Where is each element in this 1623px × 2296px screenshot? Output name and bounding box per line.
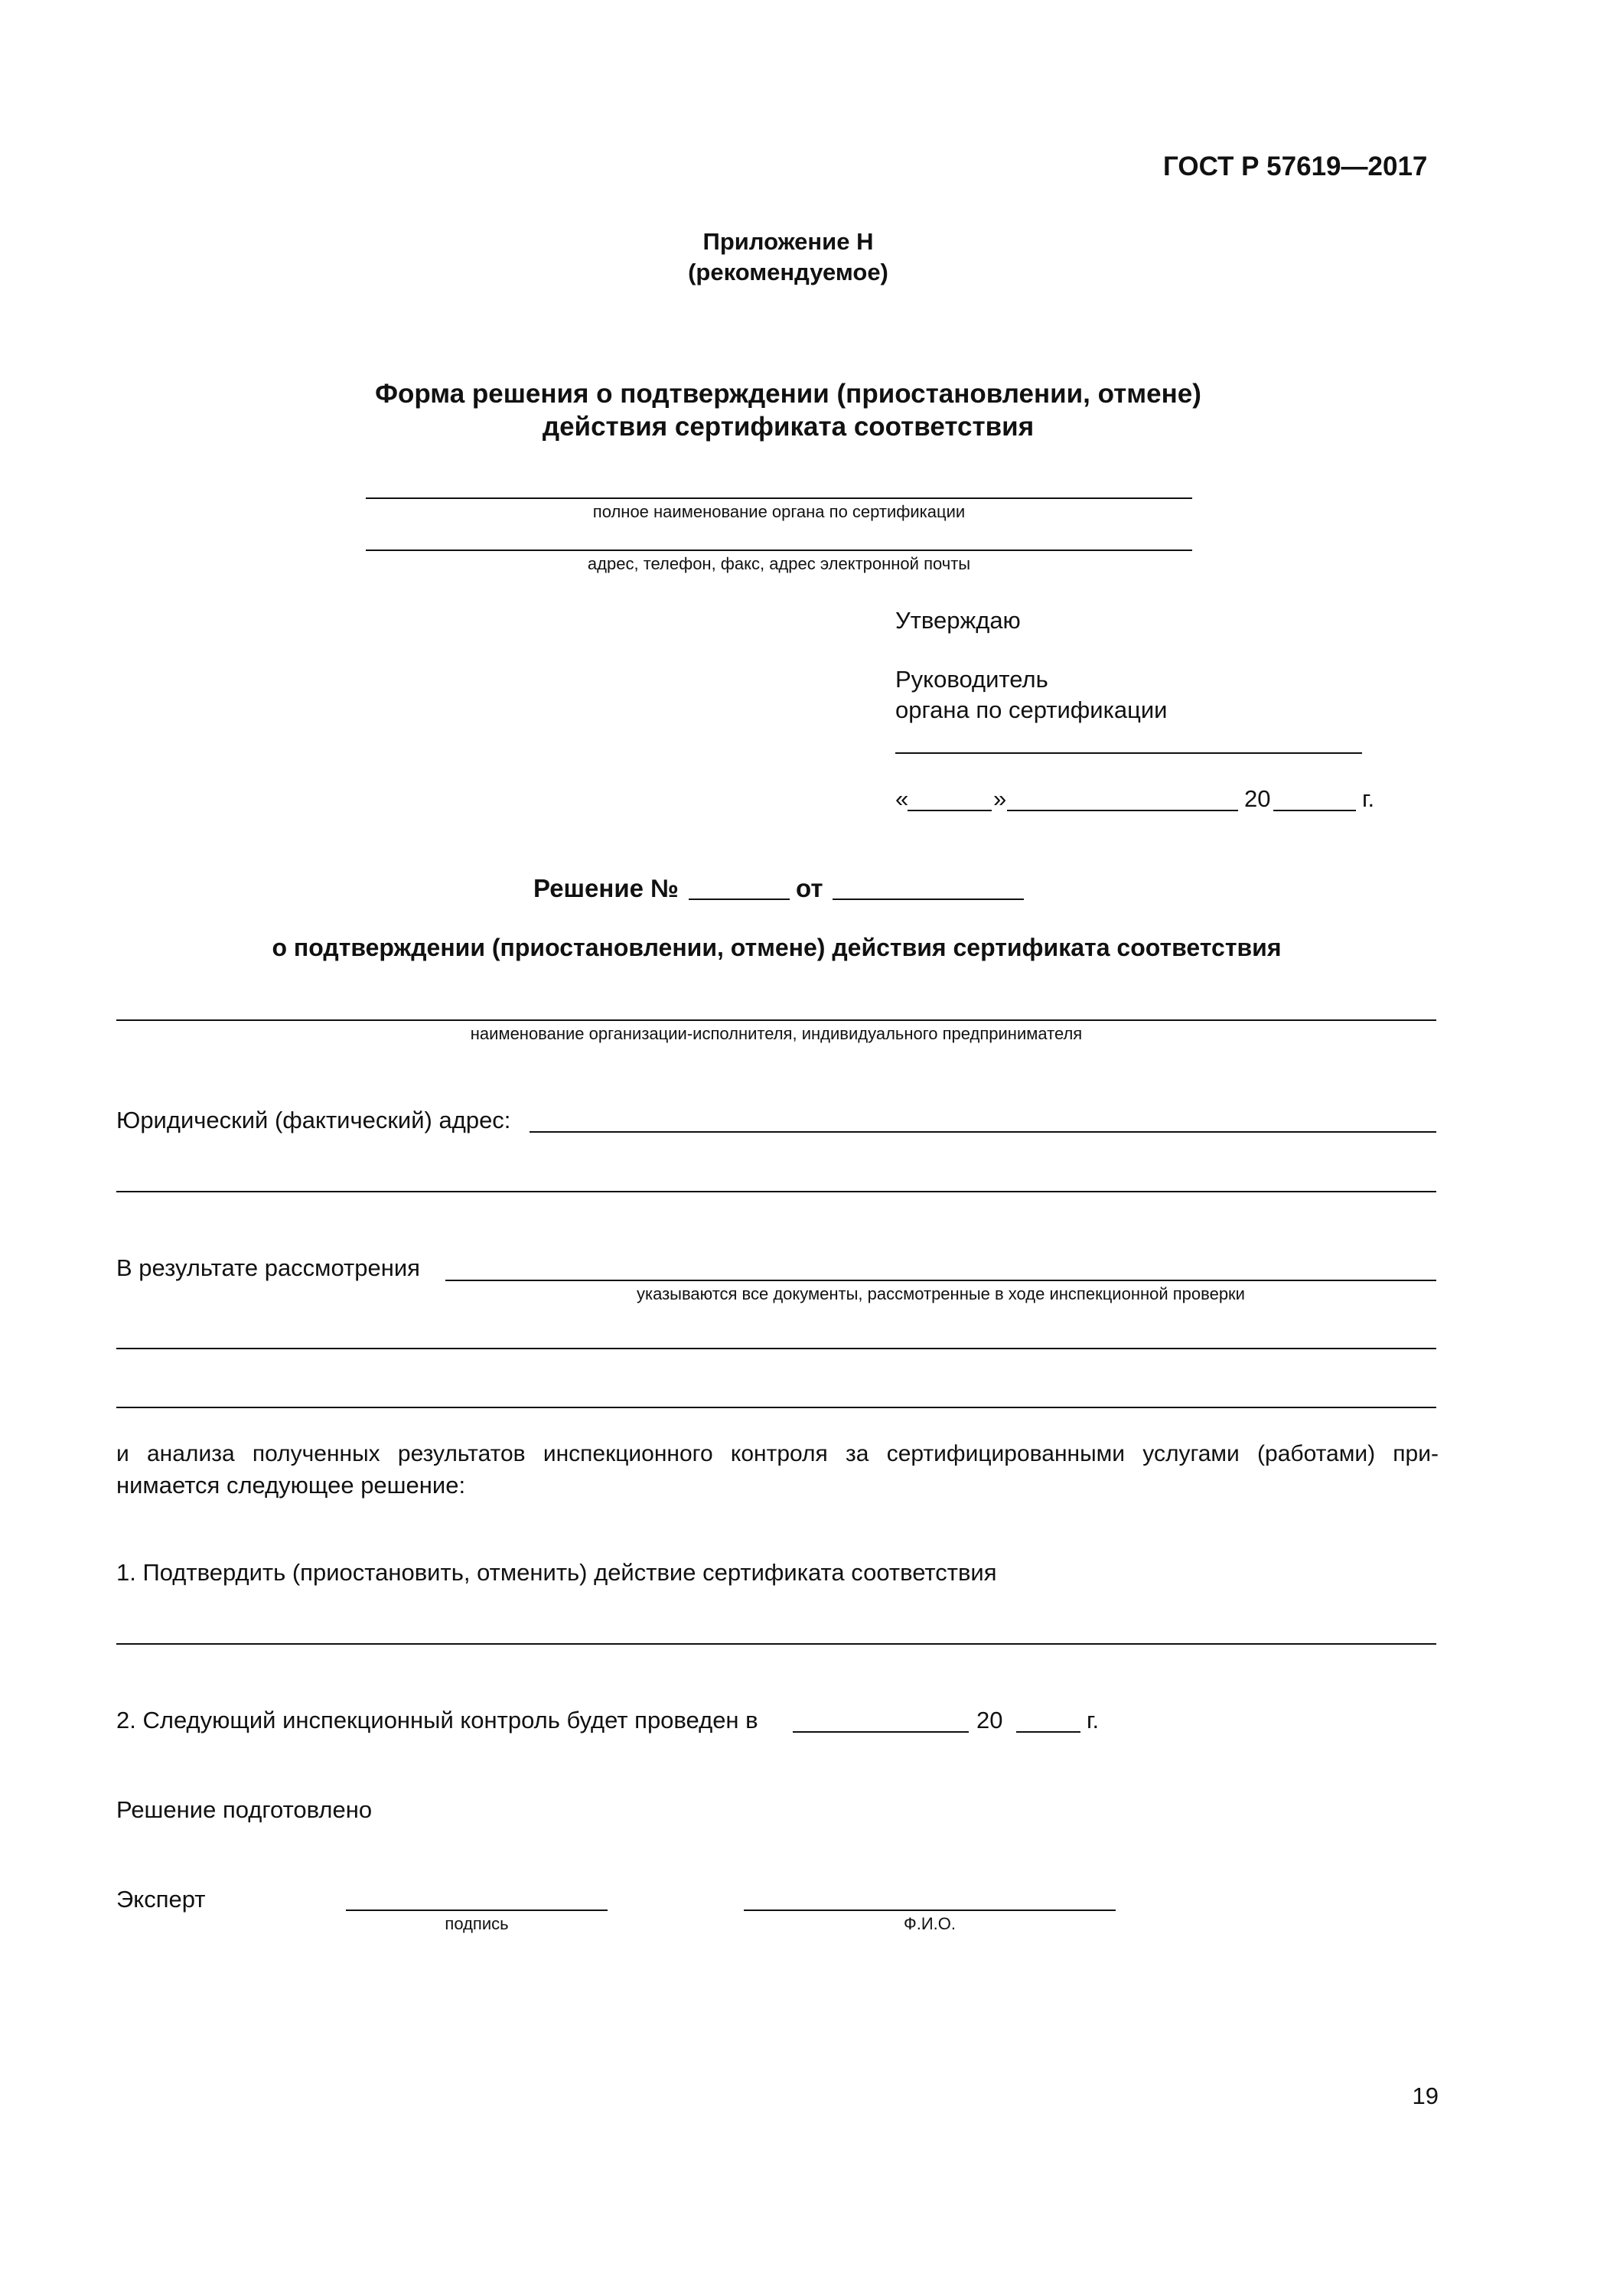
annex-status: (рекомендуемое): [688, 259, 888, 285]
cert-body-contacts-caption: адрес, телефон, факс, адрес электронной почты: [587, 554, 971, 573]
form-title-line1: Форма решения о подтверждении (приостановлении, отмене): [375, 379, 1201, 409]
expert-name-field[interactable]: [744, 1910, 1116, 1911]
decision-from-label: от: [796, 874, 823, 902]
date-open-quote: «: [895, 785, 909, 812]
next-control-year-suffix: г.: [1087, 1707, 1100, 1733]
review-documents-caption: указываются все документы, рассмотренные в ходе инспекционной проверки: [637, 1284, 1245, 1303]
head-of-body-label-2: органа по сертификации: [895, 696, 1168, 723]
next-control-year-prefix: 20: [976, 1707, 1003, 1733]
head-signature-field[interactable]: [895, 752, 1362, 754]
expert-signature-field[interactable]: [346, 1910, 608, 1911]
decision-item-2: 2. Следующий инспекционный контроль будет проведен в: [116, 1707, 758, 1733]
approval-year-suffix: г.: [1362, 785, 1375, 812]
approval-year-prefix: 20: [1244, 785, 1271, 812]
review-documents-field-3[interactable]: [116, 1407, 1436, 1408]
approval-day-field[interactable]: [908, 810, 992, 811]
next-control-month-field[interactable]: [793, 1731, 969, 1733]
decision-number-field[interactable]: [689, 899, 790, 900]
next-control-year-field[interactable]: [1016, 1731, 1080, 1733]
executor-name-caption: наименование организации-исполнителя, индивидуального предпринимателя: [470, 1024, 1083, 1043]
cert-body-contacts-field[interactable]: [366, 550, 1192, 551]
form-title-line2: действия сертификата соответствия: [542, 412, 1035, 442]
expert-name-caption: Ф.И.О.: [904, 1914, 956, 1933]
decision-number-label: Решение №: [533, 874, 679, 902]
approve-label: Утверждаю: [895, 607, 1021, 634]
date-close-quote: »: [993, 785, 1007, 812]
cert-body-name-caption: полное наименование органа по сертификации: [592, 502, 966, 521]
approval-year-field[interactable]: [1273, 810, 1356, 811]
legal-address-label: Юридический (фактический) адрес:: [116, 1107, 511, 1133]
approval-month-field[interactable]: [1007, 810, 1238, 811]
legal-address-field[interactable]: [530, 1131, 1436, 1133]
review-documents-field[interactable]: [445, 1280, 1436, 1281]
analysis-text-line2: нимается следующее решение:: [116, 1472, 466, 1499]
decision-item-1: 1. Подтвердить (приостановить, отменить) действие сертификата соответствия: [116, 1559, 997, 1586]
decision-subject: о подтверждении (приостановлении, отмене) действия сертификата соответствия: [272, 934, 1282, 961]
analysis-text-line1: и анализа полученных результатов инспекционного контроля за сертифицированными услугами (работами) при-: [116, 1441, 1439, 1466]
cert-body-name-field[interactable]: [366, 497, 1192, 499]
legal-address-field-2[interactable]: [116, 1191, 1436, 1192]
page-number: 19: [1412, 2082, 1439, 2109]
review-label: В результате рассмотрения: [116, 1254, 420, 1281]
annex-title: Приложение Н: [702, 228, 874, 255]
executor-name-field[interactable]: [116, 1019, 1436, 1021]
standard-code: ГОСТ Р 57619—2017: [1163, 152, 1428, 181]
expert-signature-caption: подпись: [445, 1914, 509, 1933]
prepared-label: Решение подготовлено: [116, 1796, 373, 1823]
decision-date-field[interactable]: [833, 899, 1024, 900]
expert-label: Эксперт: [116, 1886, 206, 1913]
certificate-field[interactable]: [116, 1643, 1436, 1645]
head-of-body-label-1: Руководитель: [895, 666, 1048, 693]
review-documents-field-2[interactable]: [116, 1348, 1436, 1349]
